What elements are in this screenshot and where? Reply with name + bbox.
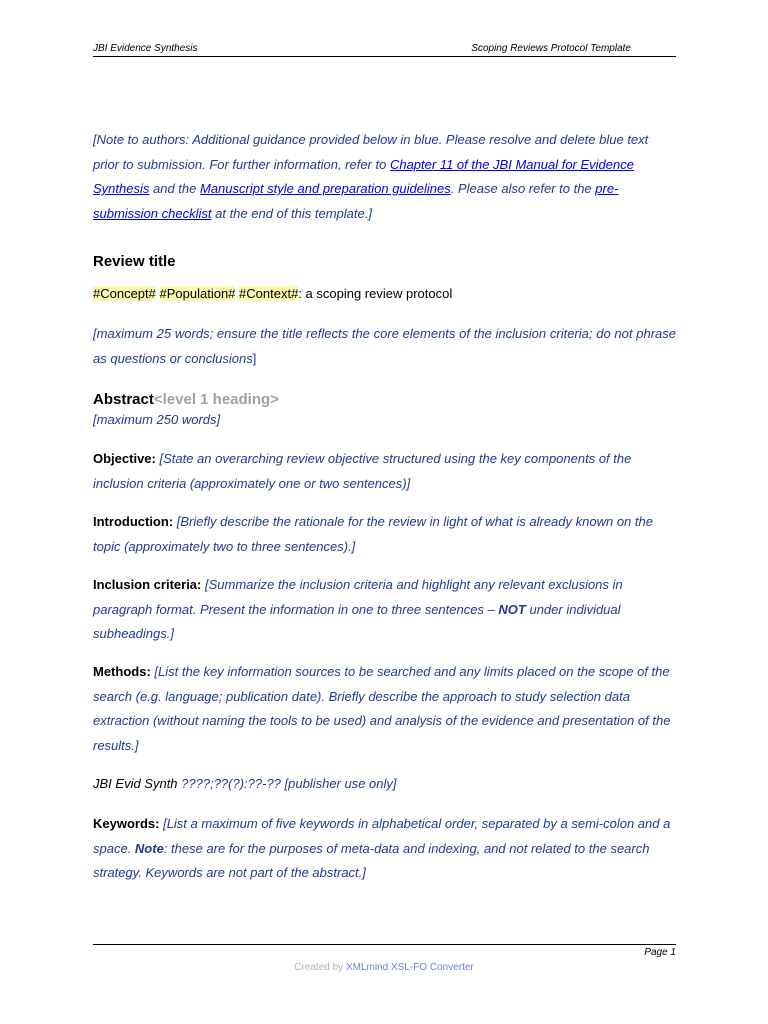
page-footer <box>93 944 676 958</box>
review-title-heading: Review title <box>93 253 176 270</box>
introduction-paragraph <box>93 510 676 559</box>
context-placeholder: #Context# <box>239 286 299 301</box>
population-placeholder: #Population# <box>159 286 236 301</box>
methods-paragraph <box>93 660 676 758</box>
journal-abbrev: JBI Evid Synth <box>93 776 178 791</box>
note-text-3: . Please also refer to the <box>450 181 596 196</box>
guidelines-link[interactable]: Manuscript style and preparation guidelines <box>199 181 451 196</box>
objective-text: [State an overarching review objective structured using the key components of the inclusion criteria (approximately one or two sentences)] <box>93 451 632 491</box>
title-guidance <box>93 322 676 371</box>
citation-text: ????;??(?):??-?? [publisher use only] <box>177 776 397 791</box>
inclusion-paragraph <box>93 573 676 647</box>
manual-link[interactable]: Chapter 11 of the JBI Manual for Evidence Synthesis <box>93 156 634 196</box>
note-text-2: and the <box>149 181 200 196</box>
note-text-4: at the end of this template.] <box>211 205 372 221</box>
introduction-text: [Briefly describe the rationale for the review in light of what is already known on the topic (approximately two to three sentences).] <box>93 514 653 554</box>
title-suffix: : a scoping review protocol <box>298 286 453 301</box>
introduction-label: Introduction: <box>93 514 174 529</box>
note-text-1: [Note to authors: Additional guidance provided below in blue. Please resolve and delete blue text prior to submission. For further information, refer to <box>93 132 649 172</box>
concept-placeholder: #Concept# <box>93 286 156 301</box>
page-number: Page 1 <box>644 947 676 958</box>
converter-name[interactable]: XMLmind XSL-FO Converter <box>345 962 474 973</box>
title-template <box>93 286 452 301</box>
checklist-link[interactable]: pre-submission checklist <box>93 181 619 221</box>
methods-text: [List the key information sources to be searched and any limits placed on the scope of the search (e.g. language; publication date). Briefly describe the approach to study selection data extraction (without naming the tools to be used) and analysis of the evidence and presentation of the results.] <box>93 664 671 753</box>
author-note <box>93 128 676 226</box>
title-guidance-bracket: ] <box>252 350 257 366</box>
header-right: Scoping Reviews Protocol Template <box>471 43 631 54</box>
converter-credit <box>0 962 768 973</box>
keywords-paragraph <box>93 812 676 886</box>
objective-label: Objective: <box>93 451 156 466</box>
inclusion-label: Inclusion criteria: <box>93 577 202 592</box>
created-by-text: Created by <box>294 962 346 973</box>
abstract-label: Abstract <box>93 391 154 408</box>
methods-label: Methods: <box>93 664 151 679</box>
objective-paragraph <box>93 447 676 496</box>
abstract-max-words: [maximum 250 words] <box>93 412 221 427</box>
inclusion-text-a: [Summarize the inclusion criteria and highlight any relevant exclusions in paragraph format. Present the information in one to three sentences – <box>93 577 623 617</box>
keywords-text-b: : these are for the purposes of meta-data and indexing, and not related to the search strategy. Keywords are not part of the abstract.] <box>93 840 650 880</box>
keywords-label: Keywords: <box>93 816 160 831</box>
abstract-heading <box>93 391 279 408</box>
note-emphasis: Note <box>134 840 164 856</box>
level-tag: <level 1 heading> <box>153 391 279 408</box>
not-emphasis: NOT <box>498 601 526 617</box>
citation-line <box>93 772 676 797</box>
page-header <box>93 42 676 57</box>
header-left: JBI Evidence Synthesis <box>93 43 198 54</box>
keywords-text-a: [List a maximum of five keywords in alphabetical order, separated by a semi-colon and a space. <box>93 816 671 856</box>
inclusion-text-b: under individual subheadings.] <box>93 601 621 641</box>
title-guidance-text: [maximum 25 words; ensure the title reflects the core elements of the inclusion criteria; do not phrase as questions or conclusions <box>93 326 676 366</box>
